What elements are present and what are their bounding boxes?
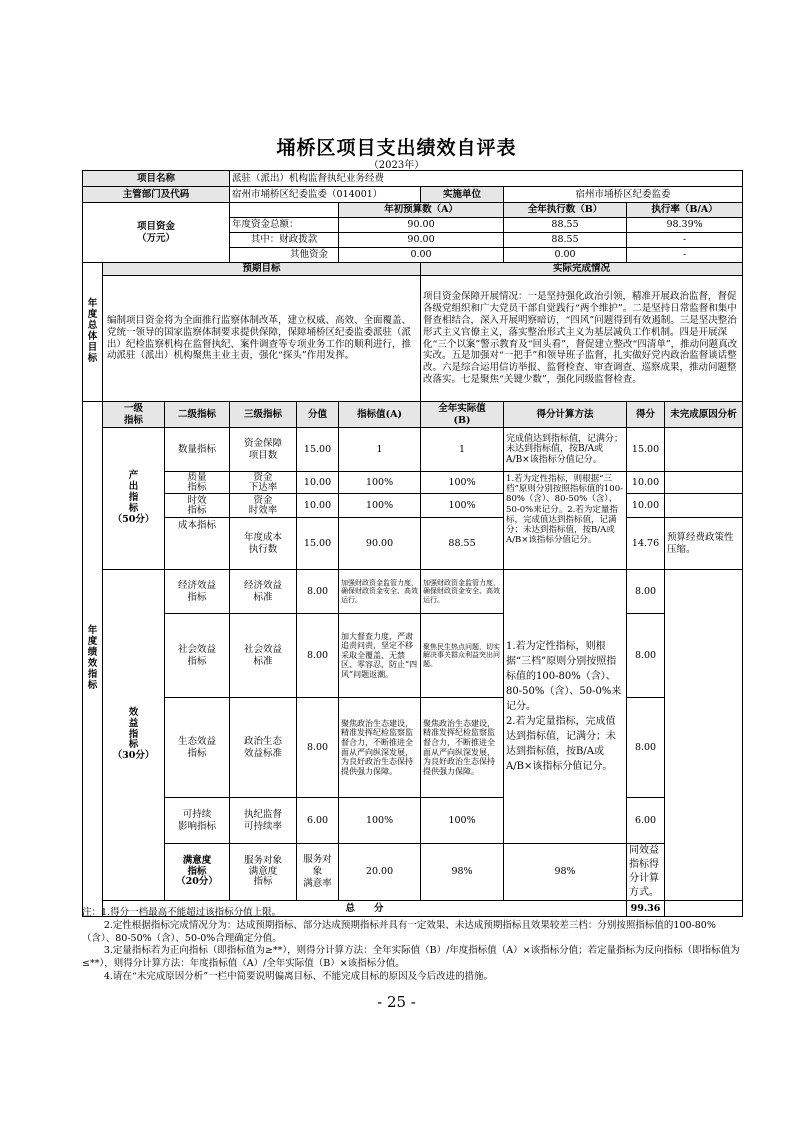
row-benefit-economic — [83, 570, 743, 614]
benefit-got: 8.00 — [627, 698, 665, 798]
benefit-l2: 经济效益 指标 — [165, 570, 230, 614]
output-score: 10.00 — [297, 494, 339, 518]
expected-goal-header: 预期目标 — [103, 263, 421, 276]
row-benefit-sustainable — [83, 798, 743, 844]
total-label: 总 分 — [103, 901, 627, 917]
perf-header-target: 指标值(A) — [339, 402, 421, 428]
perf-header-method: 得分计算方法 — [504, 402, 627, 428]
funds-header-rate: 执行率（B/A） — [627, 203, 743, 218]
dept-value: 宿州市埇桥区纪委监委（014001） — [230, 187, 421, 203]
output-actual: 88.55 — [421, 518, 504, 570]
benefit-got: 6.00 — [627, 798, 665, 844]
funds-header-blank — [230, 203, 339, 218]
funds-header-b: 全年执行数（B） — [504, 203, 627, 218]
perf-header-got: 得分 — [627, 402, 665, 428]
row-output-cost — [83, 518, 743, 570]
benefit-method: 1.若为定性指标，则根据“三档”原则分别按照指标值的100-80%（含）、80-50%（含）、50-0%来记分。 2.若为定量指标，完成值达到指标值，记满分；未达到指标值，按B/A或A/B×该指标分值记分。 — [504, 570, 627, 844]
footnote-4: 4.请在“未完成原因分析”一栏中简要说明偏离目标、不能完成目标的原因及今后改进的措施。 — [103, 971, 494, 983]
output-method-main: 1.若为定性指标，则根据“三档”原则分别按照指标值的100-80%（含）、80-50%（含）、50-0%来记分。2.若为定量指标，完成值达到指标值，记满分；未达到指标值，按B/A或A/B×该指标分值记分。 — [504, 472, 627, 570]
satisfaction-score: 20.00 — [339, 844, 421, 901]
output-got: 15.00 — [627, 428, 665, 472]
funds-row-label: 其中：财政拨款 — [230, 233, 339, 248]
funds-row-rate: - — [627, 233, 743, 248]
performance-table — [82, 170, 743, 917]
funds-row-a: 90.00 — [339, 218, 504, 233]
benefit-l2: 社会效益 指标 — [165, 614, 230, 698]
row-goal-header — [83, 263, 743, 276]
funds-row-b: 88.55 — [504, 218, 627, 233]
output-l2: 数量指标 — [165, 428, 230, 472]
funds-row-a: 90.00 — [339, 233, 504, 248]
output-l2: 质量 指标 — [165, 472, 230, 494]
funds-row-rate: 98.39% — [627, 218, 743, 233]
benefit-got: 8.00 — [627, 570, 665, 614]
output-target: 100% — [339, 472, 421, 494]
benefit-actual: 聚焦政治生态建设，精准发挥纪检监察监督合力，不断推进全面从严向纵深发展，为良好政治生态保持提供强力保障。 — [421, 698, 504, 798]
output-actual: 100% — [421, 472, 504, 494]
footnote-1: 注：1.得分一档最高不能超过该指标分值上限。 — [82, 907, 282, 918]
row-satisfaction — [83, 844, 743, 901]
actual-result-header: 实际完成情况 — [421, 263, 743, 276]
output-score: 15.00 — [297, 428, 339, 472]
benefit-target: 聚焦政治生态建设，精准发挥纪检监察监督合力，不断推进全面从严向纵深发展，为良好政治生态保持提供强力保障。 — [339, 698, 421, 798]
output-reason — [665, 494, 743, 518]
output-actual: 1 — [421, 428, 504, 472]
benefit-score: 8.00 — [297, 614, 339, 698]
benefit-l3: 政治生态 效益标准 — [230, 698, 297, 798]
goal-label: 年 度 总 体 目 标 — [83, 263, 103, 402]
output-l3: 资金 下达率 — [230, 472, 297, 494]
footnote-3: 3.定量指标若为正向指标（即指标值为≥**），则得分计算方法：全年实际值（B）/年度指标值（A）×该指标分值；若定量指标为反向指标（即指标值为≤**），则得分计算方法：年度指标值（A）/全年实际值（B）×该指标分值。 — [82, 945, 740, 970]
output-got: 10.00 — [627, 494, 665, 518]
output-l3: 年度成本 执行数 — [230, 518, 297, 570]
output-method-quantity: 完成值达到指标值，记满分；未达到指标值，按B/A或A/B×该指标分值记分。 — [504, 428, 627, 472]
funds-row-label: 年度资金总额： — [230, 218, 339, 233]
output-score: 15.00 — [297, 518, 339, 570]
row-goal-content — [83, 276, 743, 402]
output-reason — [665, 428, 743, 472]
actual-result-text: 项目资金保障开展情况：一是坚持强化政治引领，精准开展政治监督，督促各级党组织和广大党员干部自觉践行“两个维护”。二是坚持日常监督和集中督查相结合，深入开展明察暗访，“四风”问题得到有效遏制。三是坚决整治形式主义官僚主义，落实整治形式主义为基层减负工作机制。四是开展深化“三个以案”警示教育及“回头看”，督促建立整改“四清单”，推动问题真改实改。五是加强对“一把手”和领导班子监督，扎实做好党内政治监督谈话整改。六是综合运用信访举报、监督检查、审查调查、巡察成果，推动问题整改落实。七是聚焦“关键少数”，强化同级监督检查。 — [421, 276, 743, 402]
benefit-reason — [665, 570, 743, 901]
funds-header-a: 年初预算数（A） — [339, 203, 504, 218]
funds-row-label: 其他资金 — [230, 248, 339, 263]
benefit-l3: 社会效益 标准 — [230, 614, 297, 698]
benefit-score: 8.00 — [297, 698, 339, 798]
project-name-value: 派驻（派出）机构监督执纪业务经费 — [230, 171, 743, 187]
funds-row-b: 88.55 — [504, 233, 627, 248]
output-label: 产 出 指 标 （50分） — [103, 428, 165, 570]
satisfaction-l2: 服务对象 满意度 指标 — [230, 844, 297, 901]
row-benefit-social — [83, 614, 743, 698]
page-title: 埇桥区项目支出绩效自评表 — [276, 137, 517, 159]
benefit-score: 8.00 — [297, 570, 339, 614]
output-l3: 资金保障 项目数 — [230, 428, 297, 472]
perf-header-actual: 全年实际值 (B) — [421, 402, 504, 428]
footnote-2: 2.定性根据指标完成情况分为：达成预期指标、部分达成预期指标并具有一定效果、未达成预期指标且效果较差三档：分别按照指标值的100-80%（含）、80-50%（含）、50-0%合理确定分值。 — [82, 919, 716, 944]
funds-label: 项目资金 （万元） — [83, 203, 230, 263]
impl-label: 实施单位 — [421, 187, 504, 203]
output-l2: 时效 指标 — [165, 494, 230, 518]
footnotes — [82, 907, 747, 984]
output-reason — [665, 472, 743, 494]
row-benefit-ecological — [83, 698, 743, 798]
project-name-label: 项目名称 — [83, 171, 230, 187]
page-number: - 25 - — [377, 993, 416, 1011]
satisfaction-l3: 服务对象 满意率 — [297, 844, 339, 901]
row-project-name — [83, 171, 743, 187]
benefit-got: 8.00 — [627, 614, 665, 698]
perf-header-l3: 三级指标 — [230, 402, 297, 428]
output-got: 14.76 — [627, 518, 665, 570]
benefit-actual: 100% — [421, 798, 504, 844]
satisfaction-label: 满意度 指标 （20分） — [165, 844, 230, 901]
perf-header-l2: 二级指标 — [165, 402, 230, 428]
funds-row-rate: - — [627, 248, 743, 263]
row-perf-header — [83, 402, 743, 428]
row-output-quality — [83, 472, 743, 494]
perf-header-l1: 一级 指标 — [103, 402, 165, 428]
output-got: 10.00 — [627, 472, 665, 494]
dept-label: 主管部门及代码 — [83, 187, 230, 203]
benefit-l3: 执纪监督 可持续率 — [230, 798, 297, 844]
row-department — [83, 187, 743, 203]
benefit-label: 效 益 指 标 （30分） — [103, 570, 165, 901]
total-value: 99.36 — [627, 901, 665, 917]
perf-header-reason: 未完成原因分析 — [665, 402, 743, 428]
output-l3: 资金 时效率 — [230, 494, 297, 518]
benefit-actual: 聚焦民生热点问题，切实解决事关群众利益突出问题。 — [421, 614, 504, 698]
benefit-actual: 加强财政资金监管力度，确保财政资金安全、高效运行。 — [421, 570, 504, 614]
row-funds-header — [83, 203, 743, 218]
row-output-timeliness — [83, 494, 743, 518]
output-target: 1 — [339, 428, 421, 472]
impl-value: 宿州市埇桥区纪委监委 — [504, 187, 743, 203]
output-target: 100% — [339, 494, 421, 518]
row-output-quantity — [83, 428, 743, 472]
benefit-l2: 可持续 影响指标 — [165, 798, 230, 844]
output-reason: 预算经费政策性压缩。 — [665, 518, 743, 570]
output-actual: 100% — [421, 494, 504, 518]
satisfaction-method: 同效益指标得分计算方式。 — [627, 844, 665, 901]
output-score: 10.00 — [297, 472, 339, 494]
perf-label: 年 度 绩 效 指 标 — [83, 402, 103, 917]
output-target: 90.00 — [339, 518, 421, 570]
expected-goal-text: 编制项目资金将为全面推行监察体制改革，建立权威、高效、全面覆盖、党统一领导的国家监察体制要求提供保障，保障埇桥区纪委监委派驻（派出）纪检监察机构在监督执纪、案件调查等专项业务工作的顺利进行，推动派驻（派出）机构聚焦主业主责，强化“探头”作用发挥。 — [103, 276, 421, 402]
perf-header-score: 分值 — [297, 402, 339, 428]
benefit-target: 加强财政资金监管力度，确保财政资金安全、高效运行。 — [339, 570, 421, 614]
benefit-score: 6.00 — [297, 798, 339, 844]
satisfaction-actual: 98% — [504, 844, 627, 901]
funds-row-b: 0.00 — [504, 248, 627, 263]
year-subtitle: （2023年） — [368, 160, 425, 171]
benefit-l2: 生态效益 指标 — [165, 698, 230, 798]
funds-row-a: 0.00 — [339, 248, 504, 263]
satisfaction-target: 98% — [421, 844, 504, 901]
output-l2: 成本指标 — [165, 518, 230, 570]
benefit-target: 100% — [339, 798, 421, 844]
benefit-target: 加大督查力度，严肃追责问责，坚定不移采取全覆盖、无禁区、零容忍，防止“四风”问题返潮。 — [339, 614, 421, 698]
benefit-l3: 经济效益 标准 — [230, 570, 297, 614]
